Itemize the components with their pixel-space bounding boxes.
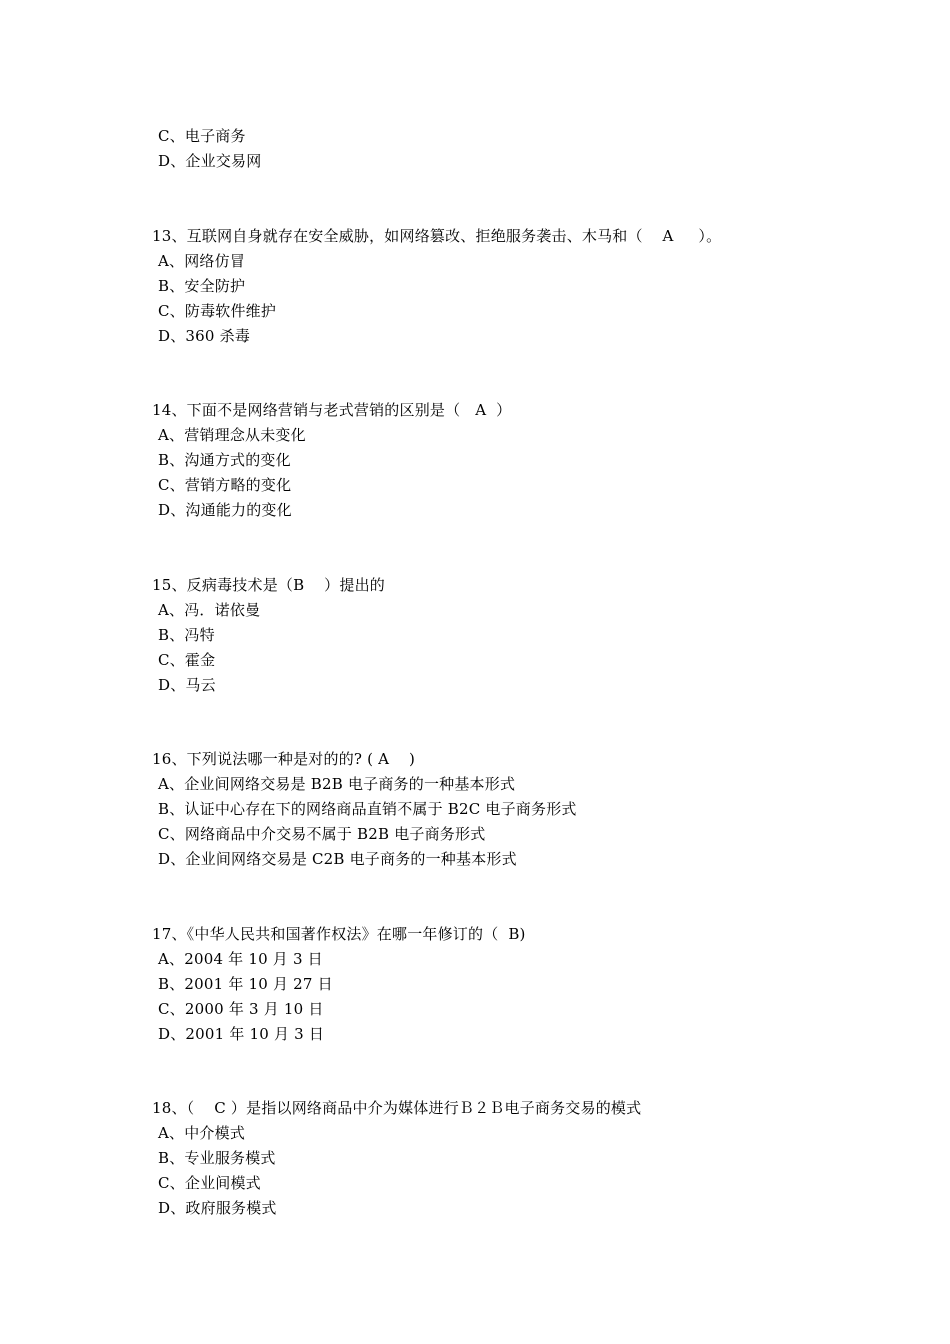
option-c: C、电子商务 bbox=[158, 127, 246, 145]
question-15-option-a: A、冯．诺依曼 bbox=[158, 601, 261, 619]
question-15-option-d: D、马云 bbox=[158, 676, 216, 694]
question-17-option-a: A、2004 年 10 月 3 日 bbox=[158, 950, 323, 968]
question-17-option-b: B、2001 年 10 月 27 日 bbox=[158, 975, 333, 993]
question-15-option-b: B、冯特 bbox=[158, 626, 215, 644]
question-18-option-b: B、专业服务模式 bbox=[158, 1149, 276, 1167]
question-17-option-d: D、2001 年 10 月 3 日 bbox=[158, 1025, 325, 1043]
question-17-stem: 17、《中华人民共和国著作权法》在哪一年修订的（ B) bbox=[152, 925, 526, 943]
question-18-option-d: D、政府服务模式 bbox=[158, 1199, 277, 1217]
question-13-option-b: B、安全防护 bbox=[158, 277, 246, 295]
option-d: D、企业交易网 bbox=[158, 152, 262, 170]
question-13-stem: 13、互联网自身就存在安全威胁，如网络篡改、拒绝服务袭击、木马和（ A ）。 bbox=[152, 227, 722, 245]
question-13-option-c: C、防毒软件维护 bbox=[158, 302, 277, 320]
question-18-option-c: C、企业间模式 bbox=[158, 1174, 261, 1192]
question-16-stem: 16、下列说法哪一种是对的的? ( A ) bbox=[152, 750, 416, 768]
question-15-stem: 15、反病毒技术是（B ）提出的 bbox=[152, 576, 385, 594]
question-18-option-a: A、中介模式 bbox=[158, 1124, 246, 1142]
question-14-option-d: D、沟通能力的变化 bbox=[158, 501, 292, 519]
question-13-option-a: A、网络仿冒 bbox=[158, 252, 246, 270]
question-16-option-d: D、企业间网络交易是 C2B 电子商务的一种基本形式 bbox=[158, 850, 517, 868]
question-14-option-b: B、沟通方式的变化 bbox=[158, 451, 291, 469]
question-14-stem: 14、下面不是网络营销与老式营销的区别是（ A ） bbox=[152, 401, 512, 419]
question-14-option-c: C、营销方略的变化 bbox=[158, 476, 292, 494]
question-16-option-c: C、网络商品中介交易不属于 B2B 电子商务形式 bbox=[158, 825, 486, 843]
question-16-option-a: A、企业间网络交易是 B2B 电子商务的一种基本形式 bbox=[158, 775, 516, 793]
question-16-option-b: B、认证中心存在下的网络商品直销不属于 B2C 电子商务形式 bbox=[158, 800, 577, 818]
question-18-stem: 18、（ C ）是指以网络商品中介为媒体进行Ｂ２Ｂ电子商务交易的模式 bbox=[152, 1099, 642, 1117]
question-17-option-c: C、2000 年 3 月 10 日 bbox=[158, 1000, 324, 1018]
question-14-option-a: A、营销理念从未变化 bbox=[158, 426, 306, 444]
question-13-option-d: D、360 杀毒 bbox=[158, 327, 251, 345]
question-15-option-c: C、霍金 bbox=[158, 651, 216, 669]
